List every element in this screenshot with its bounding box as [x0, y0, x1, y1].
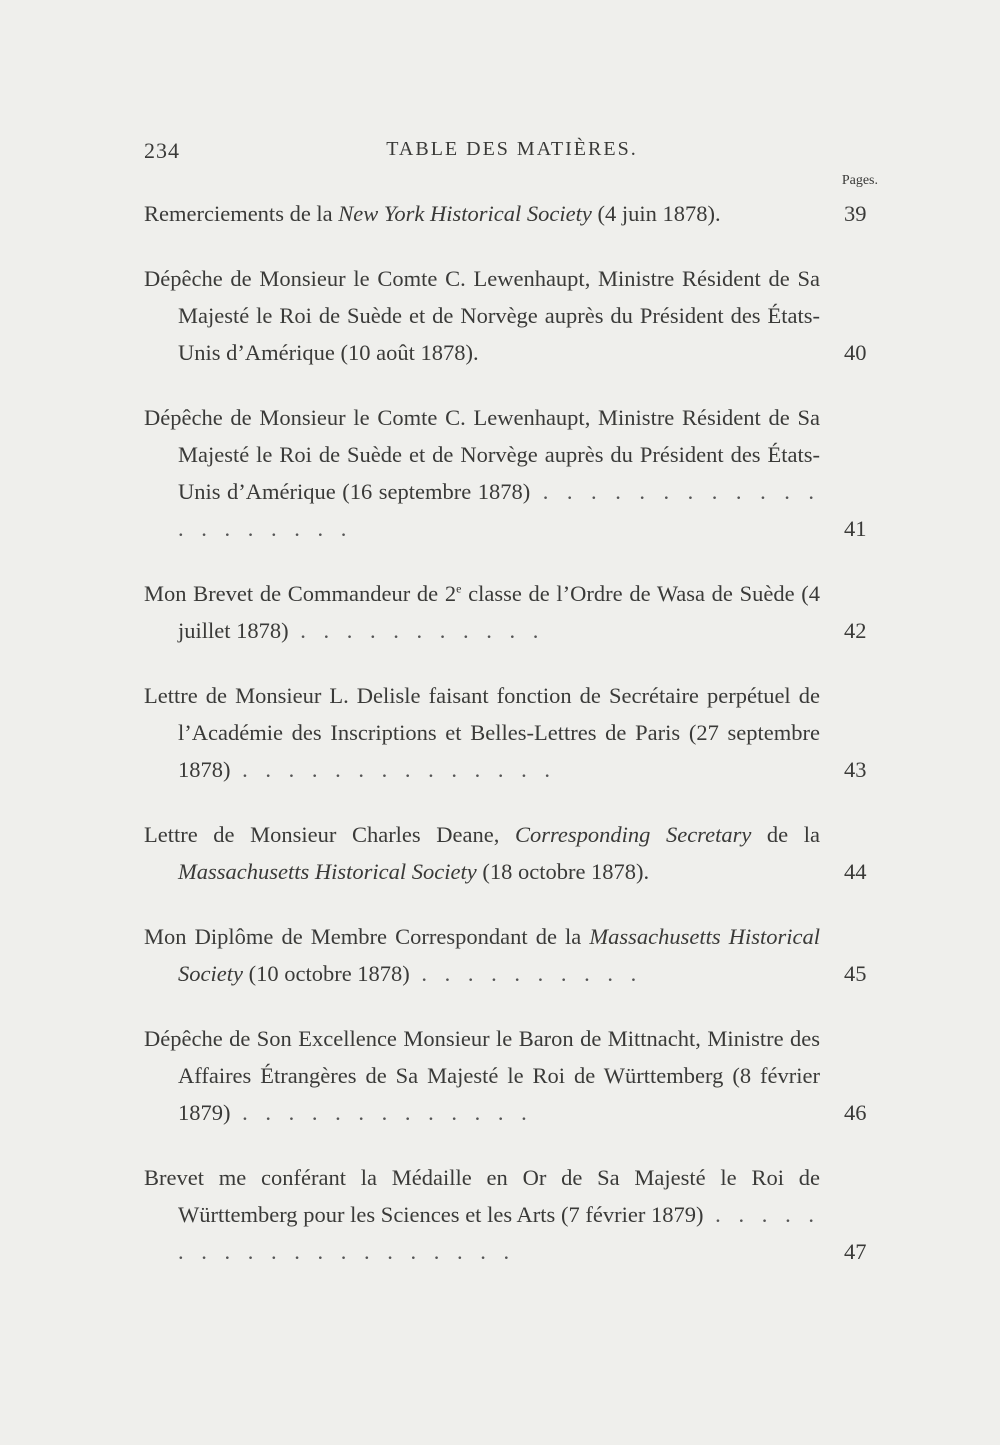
toc-entry: Dépêche de Son Excellence Monsieur le Baron de Mittnacht, Ministre des Affaires Étrangères de Sa Majesté le Roi de Württemberg (8 février 1879) . . . . . . . . . . . . . 46 [144, 1026, 867, 1125]
dot-leaders: . . . . . . . . . . . [288, 618, 545, 643]
superscript: e [456, 581, 462, 596]
table-of-contents [144, 195, 880, 1270]
entry-text: de la [751, 822, 820, 847]
entry-text: Dépêche de Son Excellence Monsieur le Baron de Mittnacht, Ministre des Affaires Étrangères de Sa Majesté le Roi de Württemberg (8 février 1879) [144, 1026, 820, 1125]
entry-text: Remerciements de la [144, 201, 339, 226]
toc-entry: Remerciements de la New York Historical Society (4 juin 1878). 39 [144, 201, 867, 226]
entry-italic-text: New York Historical Society [338, 201, 592, 226]
running-title: TABLE DES MATIÈRES. [386, 138, 638, 160]
entry-text: (10 octobre 1878) [242, 961, 410, 986]
entry-italic-text: Massachusetts Historical Society [178, 924, 820, 986]
toc-entry: Lettre de Monsieur L. Delisle faisant fonction de Secrétaire perpétuel de l’Académie des Inscriptions et Belles-Lettres de Paris (27 septembre 1878) . . . . . . . . . . . . . . 43 [144, 683, 867, 782]
toc-entry: Mon Brevet de Commandeur de 2e classe de l’Ordre de Wasa de Suède (4 juillet 1878) . . . . . . . . . . . 42 [144, 581, 867, 643]
entry-text: Mon Brevet de Commandeur de 2 [144, 581, 457, 606]
toc-entry: Dépêche de Monsieur le Comte C. Lewenhaupt, Ministre Résident de Sa Majesté le Roi de Suède et de Norvège auprès du Président des États-Unis d’Amérique (10 août 1878). 40 [144, 266, 867, 365]
entry-text: Dépêche de Monsieur le Comte C. Lewenhaupt, Ministre Résident de Sa Majesté le Roi de Suède et de Norvège auprès du Président des États-Unis d’Amérique (10 août 1878). [144, 266, 820, 365]
toc-entry: Dépêche de Monsieur le Comte C. Lewenhaupt, Ministre Résident de Sa Majesté le Roi de Suède et de Norvège auprès du Président des États-Unis d’Amérique (16 septembre 1878) . . . . . . . . . . . . . . . . . . . . 41 [144, 405, 867, 541]
dot-leaders: . . . . . . . . . . . . . [230, 1100, 533, 1125]
entry-text: (18 octobre 1878). [476, 859, 650, 884]
page-header [144, 138, 880, 174]
entry-text: Lettre de Monsieur Charles Deane, [144, 822, 515, 847]
page-number: 234 [144, 138, 180, 163]
dot-leaders: . . . . . . . . . . . . . . . . . . . . [178, 1202, 820, 1264]
entry-text: Brevet me conférant la Médaille en Or de Sa Majesté le Roi de Württemberg pour les Sciences et les Arts (7 février 1879) [144, 1165, 820, 1227]
dot-leaders: . . . . . . . . . . . . . . . . . . . . [178, 479, 820, 541]
toc-entry: Lettre de Monsieur Charles Deane, Corresponding Secretary de la Massachusetts Historical Society (18 octobre 1878). 44 [144, 822, 867, 884]
entry-text: classe de l’Ordre de Wasa de Suède (4 juillet 1878) [178, 581, 820, 643]
entry-italic-text: Corresponding Secretary [514, 822, 752, 847]
toc-entry: Mon Diplôme de Membre Correspondant de la Massachusetts Historical Society (10 octobre 1878) . . . . . . . . . . 45 [144, 924, 867, 986]
dot-leaders: . . . . . . . . . . . . . . [230, 757, 556, 782]
entry-text: Lettre de Monsieur L. Delisle faisant fonction de Secrétaire perpétuel de l’Académie des Inscriptions et Belles-Lettres de Paris (27 septembre 1878) [144, 683, 820, 782]
pages-column-label: Pages. [841, 173, 878, 188]
entry-text: Mon Diplôme de Membre Correspondant de la [144, 924, 590, 949]
dot-leaders: . . . . . . . . . . [409, 961, 643, 986]
toc-entry: Brevet me conférant la Médaille en Or de Sa Majesté le Roi de Württemberg pour les Sciences et les Arts (7 février 1879) . . . . . . . . . . . . . . . . . . . . 47 [144, 1165, 867, 1264]
entry-italic-text: Massachusetts Historical Society [178, 859, 477, 884]
entry-text: Dépêche de Monsieur le Comte C. Lewenhaupt, Ministre Résident de Sa Majesté le Roi de Suède et de Norvège auprès du Président des États-Unis d’Amérique (16 septembre 1878) [144, 405, 820, 504]
entry-text: (4 juin 1878). [591, 201, 721, 226]
